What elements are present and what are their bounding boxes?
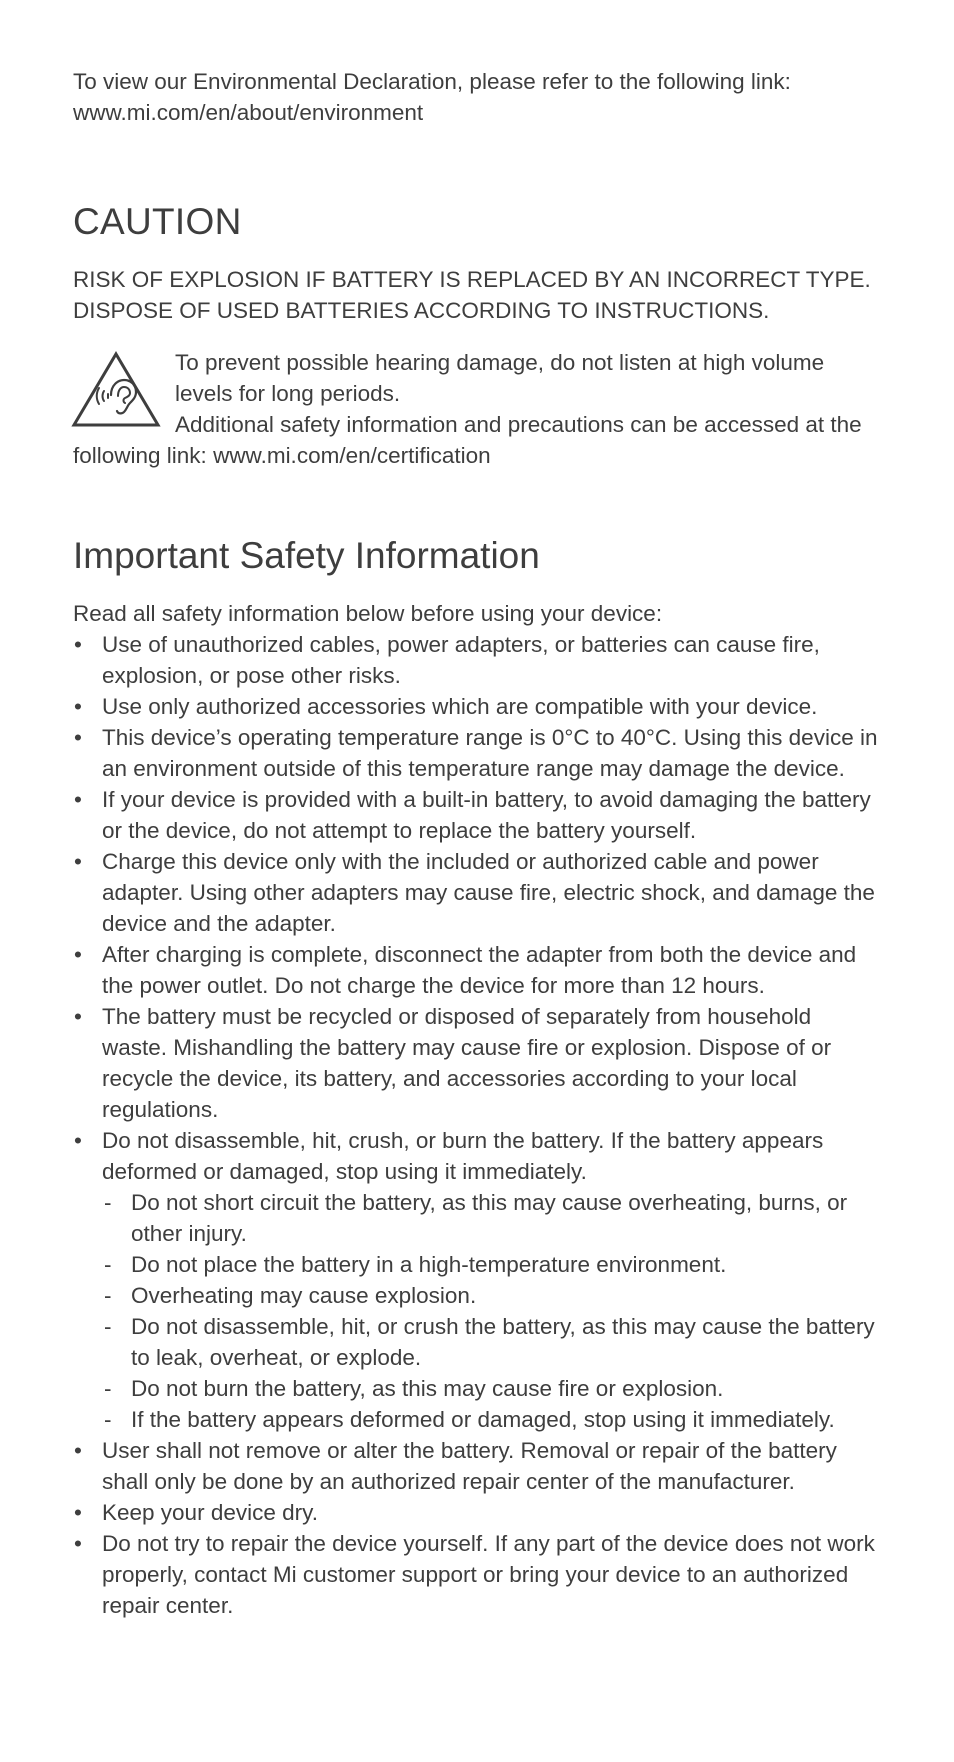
list-item [73, 1435, 882, 1497]
caution-line-1: RISK OF EXPLOSION IF BATTERY IS REPLACED BY AN INCORRECT TYPE. [73, 267, 871, 292]
list-item-text: Keep your device dry. [102, 1500, 318, 1525]
bullet-icon: • [74, 1438, 82, 1463]
bullet-icon: • [74, 1500, 82, 1525]
safety-lead: Read all safety information below before using your device: [73, 601, 663, 626]
list-item-text: Use of unauthorized cables, power adapters, or batteries can cause fire, explosion, or pose other risks. [102, 632, 820, 688]
caution-battery-warning [73, 264, 882, 326]
list-item-text: The battery must be recycled or disposed of separately from household waste. Mishandling the battery may cause fire or explosion. Dispose of or recycle the device, its battery, and accessories according to your local regulations. [102, 1004, 832, 1122]
hearing-warning-text: To prevent possible hearing damage, do not listen at high volume levels for long periods. [175, 350, 825, 406]
sublist-item [102, 1280, 882, 1311]
list-item [73, 846, 882, 939]
battery-sublist [102, 1187, 882, 1435]
dash-icon: - [104, 1283, 112, 1308]
list-item-text: Do not disassemble, hit, crush, or burn the battery. If the battery appears deformed or damaged, stop using it immediately. [102, 1128, 824, 1184]
dash-icon: - [104, 1407, 112, 1432]
sublist-item-text: Do not short circuit the battery, as this may cause overheating, burns, or other injury. [131, 1190, 848, 1246]
sublist-item-text: Do not disassemble, hit, or crush the battery, as this may cause the battery to leak, overheat, or explode. [131, 1314, 875, 1370]
list-item [73, 722, 882, 784]
list-item-text: This device’s operating temperature range is 0°C to 40°C. Using this device in an environment outside of this temperature range may damage the device. [102, 725, 878, 781]
dash-icon: - [104, 1190, 112, 1215]
additional-safety-text: Additional safety information and precautions can be accessed at the following link: www.mi.com/en/certification [73, 412, 862, 468]
bullet-icon: • [74, 632, 82, 657]
list-item [73, 784, 882, 846]
list-item [73, 939, 882, 1001]
bullet-icon: • [74, 787, 82, 812]
bullet-icon: • [74, 725, 82, 750]
list-item [73, 1001, 882, 1125]
sublist-item [102, 1404, 882, 1435]
safety-list [73, 629, 882, 1621]
environment-text: To view our Environmental Declaration, please refer to the following link: [73, 69, 791, 94]
list-item-text: User shall not remove or alter the battery. Removal or repair of the battery shall only be done by an authorized repair center of the manufacturer. [102, 1438, 837, 1494]
list-item [73, 1125, 882, 1435]
dash-icon: - [104, 1376, 112, 1401]
sublist-item-text: Do not burn the battery, as this may cause fire or explosion. [131, 1376, 724, 1401]
sublist-item [102, 1187, 882, 1249]
hearing-warning-icon [71, 351, 163, 431]
sublist-item [102, 1373, 882, 1404]
bullet-icon: • [74, 694, 82, 719]
list-item-text: After charging is complete, disconnect the adapter from both the device and the power outlet. Do not charge the device for more than 12 hours. [102, 942, 857, 998]
bullet-icon: • [74, 1531, 82, 1556]
environment-declaration [73, 66, 882, 128]
caution-heading: CAUTION [73, 201, 242, 242]
bullet-icon: • [74, 849, 82, 874]
sublist-item-text: If the battery appears deformed or damaged, stop using it immediately. [131, 1407, 835, 1432]
bullet-icon: • [74, 1004, 82, 1029]
sublist-item-text: Overheating may cause explosion. [131, 1283, 477, 1308]
bullet-icon: • [74, 1128, 82, 1153]
safety-heading: Important Safety Information [73, 535, 540, 576]
dash-icon: - [104, 1314, 112, 1339]
hearing-warning [73, 347, 882, 471]
list-item-text: Do not try to repair the device yourself. If any part of the device does not work properly, contact Mi customer support or bring your device to an authorized repair center. [102, 1531, 875, 1618]
list-item [73, 691, 882, 722]
list-item [73, 629, 882, 691]
environment-link[interactable]: www.mi.com/en/about/environment [73, 100, 424, 125]
list-item-text: Use only authorized accessories which are compatible with your device. [102, 694, 818, 719]
list-item [73, 1497, 882, 1528]
dash-icon: - [104, 1252, 112, 1277]
list-item-text: Charge this device only with the included or authorized cable and power adapter. Using other adapters may cause fire, electric shock, and damage the device and the adapter. [102, 849, 875, 936]
sublist-item-text: Do not place the battery in a high-temperature environment. [131, 1252, 727, 1277]
list-item [73, 1528, 882, 1621]
list-item-text: If your device is provided with a built-in battery, to avoid damaging the battery or the device, do not attempt to replace the battery yourself. [102, 787, 871, 843]
sublist-item [102, 1311, 882, 1373]
sublist-item [102, 1249, 882, 1280]
caution-line-2: DISPOSE OF USED BATTERIES ACCORDING TO INSTRUCTIONS. [73, 298, 770, 323]
bullet-icon: • [74, 942, 82, 967]
